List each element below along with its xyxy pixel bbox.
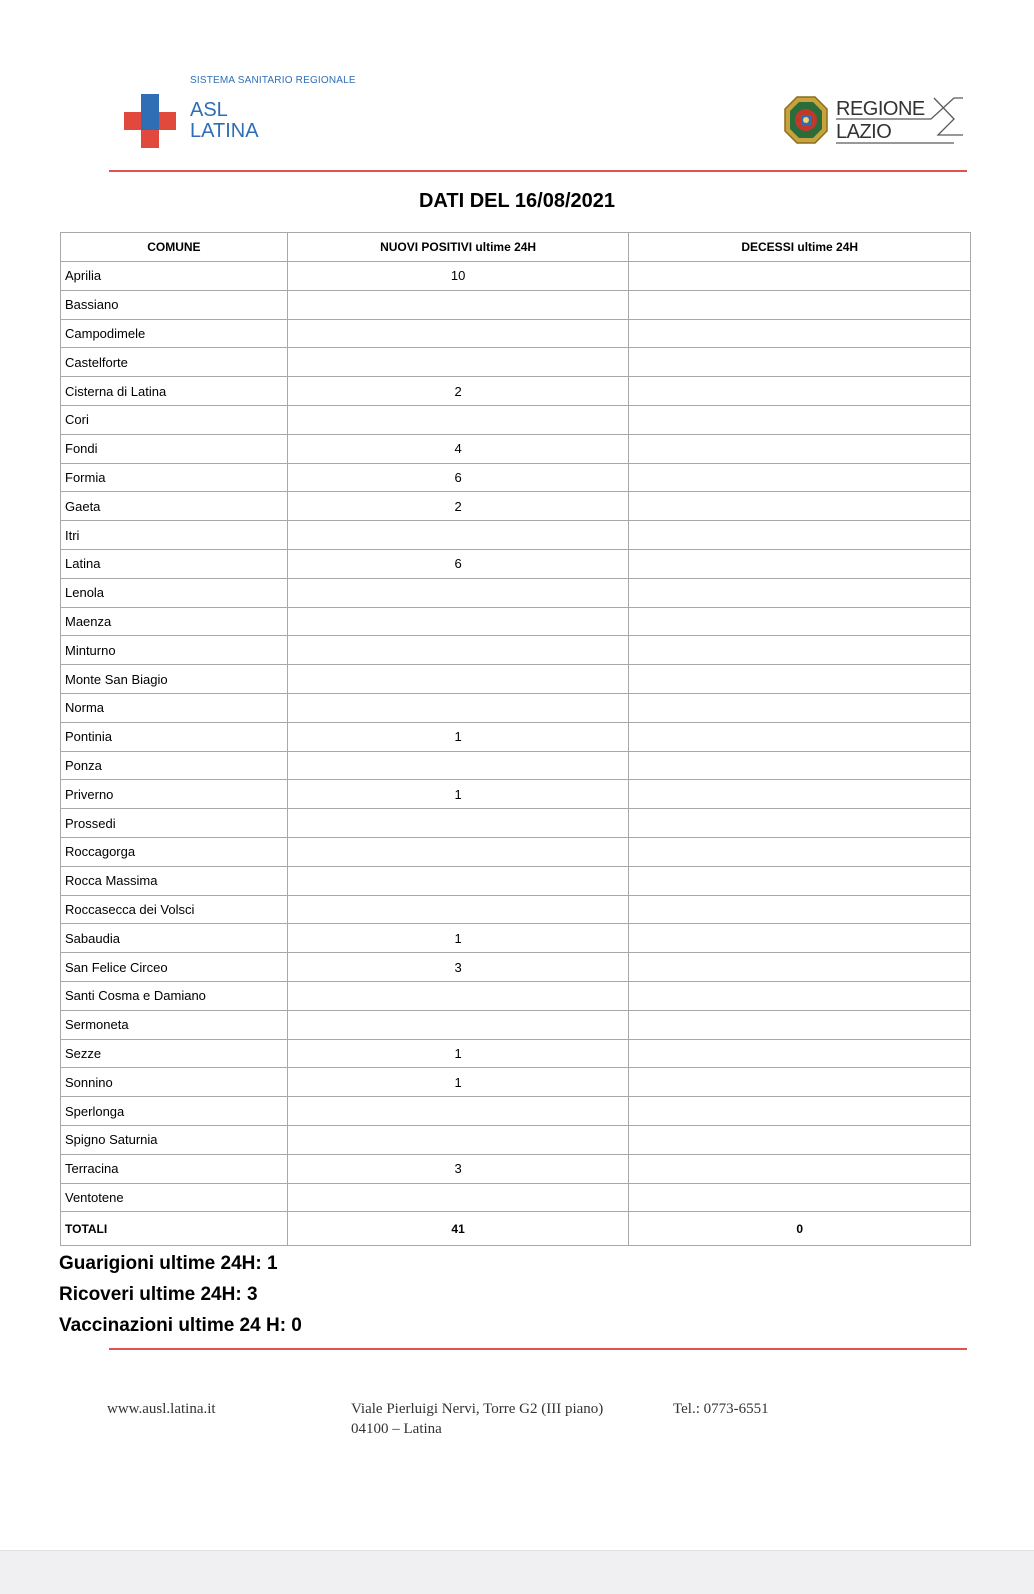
table-row (61, 463, 971, 492)
positivi-cell (287, 405, 629, 434)
table-row (61, 837, 971, 866)
comune-cell: Ventotene (61, 1183, 288, 1212)
decessi-cell (629, 722, 971, 751)
totals-positivi: 41 (287, 1212, 629, 1246)
table-row (61, 521, 971, 550)
positivi-cell: 1 (287, 780, 629, 809)
table-row (61, 665, 971, 694)
decessi-cell (629, 1039, 971, 1068)
totals-row (61, 1212, 971, 1246)
column-header: DECESSI ultime 24H (629, 233, 971, 262)
positivi-cell: 2 (287, 377, 629, 406)
comune-cell: Bassiano (61, 290, 288, 319)
comune-cell: Spigno Saturnia (61, 1125, 288, 1154)
decessi-cell (629, 1097, 971, 1126)
decessi-cell (629, 434, 971, 463)
table-row (61, 1154, 971, 1183)
decessi-cell (629, 1154, 971, 1183)
comune-cell: Santi Cosma e Damiano (61, 981, 288, 1010)
table-row (61, 319, 971, 348)
positivi-cell (287, 866, 629, 895)
table-row (61, 636, 971, 665)
regione-seal-icon (783, 95, 829, 145)
decessi-cell (629, 377, 971, 406)
table-row (61, 866, 971, 895)
table-row (61, 1097, 971, 1126)
table-row (61, 492, 971, 521)
header-divider (109, 170, 967, 172)
positivi-cell: 4 (287, 434, 629, 463)
comune-cell: Sermoneta (61, 1010, 288, 1039)
table-row (61, 549, 971, 578)
decessi-cell (629, 262, 971, 291)
table-row (61, 809, 971, 838)
decessi-cell (629, 895, 971, 924)
table-row (61, 1068, 971, 1097)
table-row (61, 607, 971, 636)
positivi-cell (287, 636, 629, 665)
comune-cell: Itri (61, 521, 288, 550)
decessi-cell (629, 953, 971, 982)
table-row (61, 405, 971, 434)
decessi-cell (629, 463, 971, 492)
comune-cell: Norma (61, 693, 288, 722)
positivi-cell (287, 837, 629, 866)
decessi-cell (629, 348, 971, 377)
recoveries-stat: Guarigioni ultime 24H: 1 (59, 1253, 278, 1274)
decessi-cell (629, 607, 971, 636)
comune-cell: Latina (61, 549, 288, 578)
comune-cell: Fondi (61, 434, 288, 463)
decessi-cell (629, 1183, 971, 1212)
decessi-cell (629, 693, 971, 722)
footer-address: Viale Pierluigi Nervi, Torre G2 (III piano) 04100 – Latina (351, 1401, 604, 1437)
positivi-cell (287, 290, 629, 319)
table-row (61, 578, 971, 607)
positivi-cell: 10 (287, 262, 629, 291)
bottom-bar (0, 1550, 1034, 1594)
comune-cell: Castelforte (61, 348, 288, 377)
daily-stats (59, 1248, 302, 1341)
table-row (61, 895, 971, 924)
positivi-cell (287, 1125, 629, 1154)
table-row (61, 1010, 971, 1039)
decessi-cell (629, 665, 971, 694)
positivi-cell: 3 (287, 953, 629, 982)
comune-cell: Sezze (61, 1039, 288, 1068)
comune-cell: Sonnino (61, 1068, 288, 1097)
comune-cell: Roccasecca dei Volsci (61, 895, 288, 924)
positivi-cell (287, 521, 629, 550)
table-row (61, 290, 971, 319)
decessi-cell (629, 809, 971, 838)
table-row (61, 1039, 971, 1068)
comune-cell: Priverno (61, 780, 288, 809)
totals-label: TOTALI (61, 1212, 288, 1246)
positivi-cell: 1 (287, 1068, 629, 1097)
table-row (61, 348, 971, 377)
report-title: DATI DEL 16/08/2021 (418, 190, 616, 212)
footer-divider (109, 1348, 967, 1350)
positivi-cell: 6 (287, 463, 629, 492)
positivi-cell (287, 981, 629, 1010)
table-row (61, 751, 971, 780)
comune-cell: Cori (61, 405, 288, 434)
decessi-cell (629, 492, 971, 521)
comune-cell: Rocca Massima (61, 866, 288, 895)
decessi-cell (629, 636, 971, 665)
comune-cell: Aprilia (61, 262, 288, 291)
comune-cell: Cisterna di Latina (61, 377, 288, 406)
positivi-cell (287, 693, 629, 722)
table-row (61, 924, 971, 953)
comune-cell: Pontinia (61, 722, 288, 751)
column-header: COMUNE (61, 233, 288, 262)
cases-table (60, 232, 971, 1246)
table-row (61, 981, 971, 1010)
table-row (61, 1183, 971, 1212)
table-row (61, 780, 971, 809)
footer-website[interactable]: www.ausl.latina.it (107, 1401, 216, 1417)
comune-cell: Terracina (61, 1154, 288, 1183)
comune-cell: Ponza (61, 751, 288, 780)
positivi-cell (287, 665, 629, 694)
positivi-cell (287, 319, 629, 348)
regione-lazio-logo (783, 95, 963, 147)
positivi-cell (287, 809, 629, 838)
decessi-cell (629, 290, 971, 319)
comune-cell: Campodimele (61, 319, 288, 348)
decessi-cell (629, 578, 971, 607)
vaccinations-stat: Vaccinazioni ultime 24 H: 0 (59, 1315, 302, 1336)
table-row (61, 1125, 971, 1154)
comune-cell: Minturno (61, 636, 288, 665)
table-row (61, 262, 971, 291)
totals-decessi: 0 (629, 1212, 971, 1246)
comune-cell: Lenola (61, 578, 288, 607)
decessi-cell (629, 1125, 971, 1154)
comune-cell: Sperlonga (61, 1097, 288, 1126)
hospitalizations-stat: Ricoveri ultime 24H: 3 (59, 1284, 258, 1305)
comune-cell: Roccagorga (61, 837, 288, 866)
comune-cell: San Felice Circeo (61, 953, 288, 982)
table-row (61, 693, 971, 722)
positivi-cell (287, 895, 629, 924)
positivi-cell (287, 1010, 629, 1039)
positivi-cell (287, 751, 629, 780)
positivi-cell (287, 348, 629, 377)
decessi-cell (629, 405, 971, 434)
positivi-cell (287, 1183, 629, 1212)
table-header-row (61, 233, 971, 262)
table-row (61, 434, 971, 463)
decessi-cell (629, 751, 971, 780)
table-row (61, 953, 971, 982)
positivi-cell: 2 (287, 492, 629, 521)
comune-cell: Maenza (61, 607, 288, 636)
decessi-cell (629, 319, 971, 348)
positivi-cell (287, 607, 629, 636)
comune-cell: Formia (61, 463, 288, 492)
column-header: NUOVI POSITIVI ultime 24H (287, 233, 629, 262)
comune-cell: Prossedi (61, 809, 288, 838)
decessi-cell (629, 837, 971, 866)
decessi-cell (629, 924, 971, 953)
decessi-cell (629, 866, 971, 895)
decessi-cell (629, 1010, 971, 1039)
decessi-cell (629, 1068, 971, 1097)
decessi-cell (629, 521, 971, 550)
positivi-cell (287, 578, 629, 607)
table-row (61, 722, 971, 751)
positivi-cell: 3 (287, 1154, 629, 1183)
comune-cell: Monte San Biagio (61, 665, 288, 694)
asl-latina-logo (124, 72, 364, 152)
footer-phone: Tel.: 0773-6551 (673, 1401, 769, 1417)
comune-cell: Sabaudia (61, 924, 288, 953)
positivi-cell: 1 (287, 722, 629, 751)
asl-subtitle: SISTEMA SANITARIO REGIONALE (190, 75, 356, 86)
regione-name: REGIONE LAZIO (836, 98, 925, 143)
decessi-cell (629, 981, 971, 1010)
positivi-cell: 1 (287, 924, 629, 953)
comune-cell: Gaeta (61, 492, 288, 521)
positivi-cell: 1 (287, 1039, 629, 1068)
asl-name: ASL LATINA (190, 99, 259, 142)
decessi-cell (629, 549, 971, 578)
red-cross-icon (124, 94, 176, 148)
decessi-cell (629, 780, 971, 809)
positivi-cell: 6 (287, 549, 629, 578)
table-row (61, 377, 971, 406)
positivi-cell (287, 1097, 629, 1126)
